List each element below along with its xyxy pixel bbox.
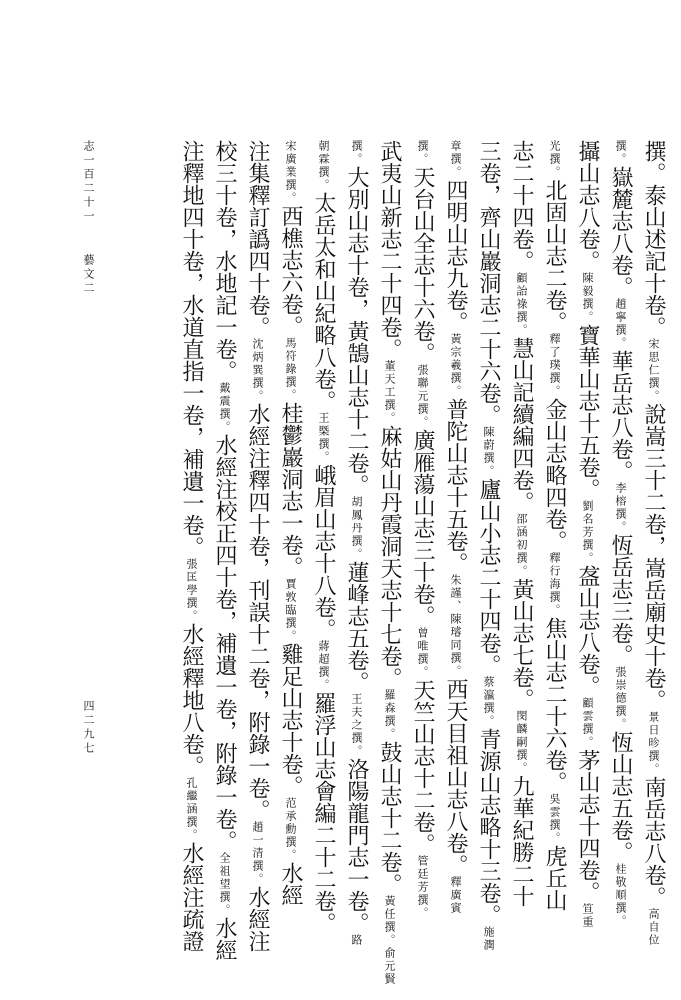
entry-text: 虎丘山 — [542, 845, 567, 911]
entry-text: 恆山志五卷。 — [608, 731, 633, 863]
text-column — [307, 140, 340, 934]
text-column — [175, 140, 208, 952]
text-column — [472, 140, 505, 952]
entry-text: 天竺山志十二卷。 — [410, 679, 435, 855]
author-note: 宋思仁撰。 — [647, 338, 660, 403]
entry-text: 注集釋訂譌四十卷。 — [245, 140, 270, 338]
author-note: 宋廣業撰。 — [284, 140, 297, 205]
text-column — [538, 140, 571, 920]
author-note: 吳雲撰。 — [548, 793, 561, 845]
author-note: 沈炳巽撰。 — [251, 338, 264, 403]
entry-text: 羅浮山志會編二十二卷。 — [311, 692, 336, 934]
entry-text: 焦山志二十六卷。 — [542, 617, 567, 793]
entry-text: 校三十卷，水地記一卷。 — [212, 140, 237, 382]
author-note: 路 — [350, 934, 363, 947]
author-note: 撰。 — [416, 140, 429, 166]
author-note: 顧詒祿撰。 — [515, 272, 528, 337]
author-note: 賈敦臨撰。 — [284, 578, 297, 643]
author-note: 劉名芳撰。 — [581, 500, 594, 565]
text-column — [208, 140, 241, 961]
entry-text: 蓮峰志五卷。 — [344, 561, 369, 693]
entry-text: 南岳志八卷。 — [641, 776, 666, 908]
entry-text: 水經釋地八卷。 — [179, 623, 204, 777]
entry-text: 恆岳志三卷。 — [608, 534, 633, 666]
text-column — [274, 140, 307, 920]
author-note: 顧雲撰。 — [581, 697, 594, 749]
author-note: 胡鳳丹撰。 — [350, 496, 363, 561]
author-note: 笪重 — [581, 903, 594, 929]
author-note: 釋廣賓 — [449, 876, 462, 915]
entry-text: 泰山述記十卷。 — [641, 184, 666, 338]
author-note: 李榕撰。 — [614, 482, 627, 534]
author-note: 釋了璞撰。 — [548, 333, 561, 398]
footer-chapter: 藝文二 — [82, 254, 95, 296]
entry-text: 水經 — [212, 917, 237, 961]
entry-text: 水經注疏證 — [179, 842, 204, 952]
text-column — [637, 140, 670, 947]
entry-text: 廣雁蕩山志三十卷。 — [410, 429, 435, 627]
author-note: 管廷芳撰。 — [416, 855, 429, 920]
author-note: 羅森撰。 — [383, 689, 396, 741]
author-note: 撰。 — [350, 140, 363, 166]
text-column — [439, 140, 472, 920]
author-note: 朱謹、陳璿同撰。 — [449, 574, 462, 678]
entry-text: 三卷，齊山巖洞志二十六卷。 — [476, 140, 501, 426]
author-note: 俞元賢 — [383, 947, 396, 986]
author-note: 孔繼涵撰。 — [185, 777, 198, 842]
author-note: 張崇德撰。 — [614, 666, 627, 731]
author-note: 光撰。 — [548, 140, 561, 179]
entry-text: 攝山志八卷。 — [575, 140, 600, 272]
author-note: 陳蔚撰。 — [482, 426, 495, 478]
author-note: 張匡學撰。 — [185, 558, 198, 623]
page-number: 四二九七 — [82, 700, 95, 756]
author-note: 蔣超撰。 — [317, 640, 330, 692]
text-column — [505, 140, 538, 920]
entry-text: 水經注 — [245, 886, 270, 952]
entry-text: 嶽麓志八卷。 — [608, 166, 633, 298]
author-note: 高自位 — [647, 908, 660, 947]
author-note: 章撰。 — [449, 140, 462, 179]
entry-text: 志二十四卷。 — [509, 140, 534, 272]
author-note: 趙一清撰。 — [251, 821, 264, 886]
author-note: 黃任撰。 — [383, 895, 396, 947]
entry-text: 北固山志二卷。 — [542, 179, 567, 333]
entry-text: 西天目祖山志八卷。 — [443, 678, 468, 876]
author-note: 朝霖撰。 — [317, 140, 330, 192]
author-note: 王夫之撰。 — [350, 693, 363, 758]
author-note: 蔡瀛撰。 — [482, 676, 495, 728]
author-note: 王槩撰。 — [317, 412, 330, 464]
main-text-body — [100, 140, 670, 986]
entry-text: 麻姑山丹霞洞天志十七卷。 — [377, 425, 402, 689]
author-note: 釋行海撰。 — [548, 552, 561, 617]
entry-text: 盋山志八卷。 — [575, 565, 600, 697]
entry-text: 說嵩三十二卷，嵩岳廟史十卷。 — [641, 403, 666, 711]
entry-text: 太岳太和山紀略八卷。 — [311, 192, 336, 412]
entry-text: 普陀山志十五卷。 — [443, 398, 468, 574]
entry-text: 青源山志略十三卷。 — [476, 728, 501, 926]
entry-text: 峨眉山志十八卷。 — [311, 464, 336, 640]
entry-text: 武夷山新志二十四卷。 — [377, 140, 402, 360]
text-column — [406, 140, 439, 920]
entry-text: 水經 — [278, 862, 303, 906]
text-column — [340, 140, 373, 947]
entry-text: 大別山志十卷，黃鵠山志十二卷。 — [344, 166, 369, 496]
author-note: 桂敬順撰。 — [614, 863, 627, 928]
entry-text: 茅山志十四卷。 — [575, 749, 600, 903]
footer-section: 志一百二十一 — [82, 140, 95, 224]
author-note: 邵涵初撰。 — [515, 513, 528, 578]
entry-text: 慧山記續編四卷。 — [509, 337, 534, 513]
entry-text: 黃山志七卷。 — [509, 578, 534, 710]
entry-text: 華岳志八卷。 — [608, 350, 633, 482]
author-note: 范承勳撰。 — [284, 797, 297, 862]
author-note: 撰。 — [614, 140, 627, 166]
author-note: 黃宗羲撰。 — [449, 333, 462, 398]
entry-text: 四明山志九卷。 — [443, 179, 468, 333]
entry-text: 廬山小志二十四卷。 — [476, 478, 501, 676]
entry-text: 鼓山志十二卷。 — [377, 741, 402, 895]
author-note: 全祖望撰。 — [218, 852, 231, 917]
author-note: 趙寧撰。 — [614, 298, 627, 350]
author-note: 曾唯撰。 — [416, 627, 429, 679]
running-footer — [72, 140, 96, 740]
entry-text: 注釋地四十卷，水道直指一卷，補遺一卷。 — [179, 140, 204, 558]
author-note: 施潤 — [482, 926, 495, 952]
entry-text: 水經注校正四十卷，補遺一卷，附錄一卷。 — [212, 434, 237, 852]
entry-text: 天台山全志十六卷。 — [410, 166, 435, 364]
author-note: 閔麟嗣撰。 — [515, 710, 528, 775]
text-column — [373, 140, 406, 986]
entry-text: 雞足山志十卷。 — [278, 643, 303, 797]
text-column — [571, 140, 604, 929]
entry-text: 金山志略四卷。 — [542, 398, 567, 552]
author-note: 景日昣撰。 — [647, 711, 660, 776]
entry-text: 撰。 — [641, 140, 666, 184]
author-note: 陳毅撰。 — [581, 272, 594, 324]
author-note: 戴震撰。 — [218, 382, 231, 434]
author-note: 馬符錄撰。 — [284, 337, 297, 402]
entry-text: 水經注釋四十卷，刊誤十二卷，附錄一卷。 — [245, 403, 270, 821]
author-note: 董天工撰。 — [383, 360, 396, 425]
author-note: 張聯元撰。 — [416, 364, 429, 429]
entry-text: 桂鬱巖洞志一卷。 — [278, 402, 303, 578]
entry-text: 洛陽龍門志一卷。 — [344, 758, 369, 934]
text-column — [604, 140, 637, 928]
entry-text: 寶華山志十五卷。 — [575, 324, 600, 500]
text-column — [241, 140, 274, 952]
entry-text: 西樵志六卷。 — [278, 205, 303, 337]
entry-text: 九華紀勝二十 — [509, 775, 534, 907]
